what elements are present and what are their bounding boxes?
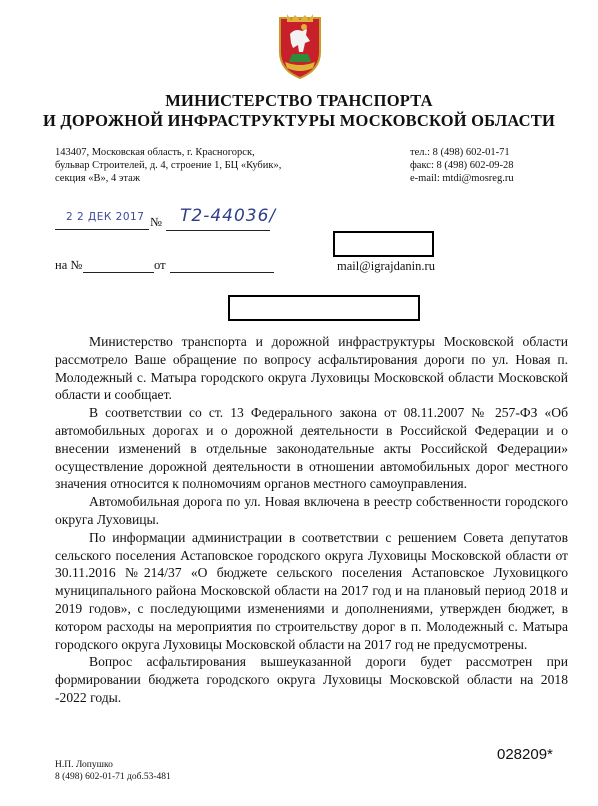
executor-info bbox=[55, 759, 171, 783]
body-paragraph: В соответствии со ст. 13 Федерального закона от 08.11.2007 № 257-ФЗ «Об автомобильных дорогах и о дорожной деятельности в Российской Федерации и о внесении изменений в отдельные законодательные акты Российской Федерации» осуществление дорожной деятельности в отношении автомобильных дорог местного значения относится к полномочиям органов местного самоуправления. bbox=[55, 405, 568, 492]
body-paragraph: По информации администрации в соответствии с решением Совета депутатов сельского поселения Астаповское городского округа Луховицы Московской области от 30.11.2016 №214/37 «О бюджете сельского поселения Астаповское Луховицкого муниципального района Московской области на 2017 год и на плановый период 2018 и 2019 годов», с последующими изменениями и дополнениями, утвержден бюджет, в котором расходы на мероприятия по строительству дорог в п. Молодежный с. Матыра городского округа Луховицы Московской области на 2017 год не предусмотрены. bbox=[55, 529, 568, 652]
executor-phone: 8 (498) 602-01-71 доб.53-481 bbox=[55, 772, 171, 782]
reference-number-underline bbox=[83, 272, 154, 273]
body-paragraph: Автомобильная дорога по ул. Новая включена в реестр собственности городского округа Луховицы. bbox=[55, 494, 568, 527]
reference-date-underline bbox=[170, 272, 274, 273]
ministry-address bbox=[55, 146, 355, 185]
number-label: № bbox=[150, 215, 162, 229]
body-paragraph: Министерство транспорта и дорожной инфраструктуры Московской области рассмотрело Ваше обращение по вопросу асфальтирования дороги по ул. Новая п. Молодежный с. Матыра городского округа Луховицы Московской области Московской области и сообщает. bbox=[55, 334, 568, 403]
ministry-contacts bbox=[410, 146, 590, 185]
document-code: 028209* bbox=[497, 746, 553, 763]
address-line: 143407, Московская область, г. Красногорск, bbox=[55, 147, 255, 158]
contact-email: e-mail: mtdi@mosreg.ru bbox=[410, 173, 514, 184]
date-stamp: 2 2 ДЕК 2017 bbox=[66, 211, 145, 223]
contact-fax: факс: 8 (498) 602-09-28 bbox=[410, 160, 514, 171]
ministry-title-line-2: И ДОРОЖНОЙ ИНФРАСТРУКТУРЫ МОСКОВСКОЙ ОБЛАСТИ bbox=[42, 111, 556, 130]
contact-phone: тел.: 8 (498) 602-01-71 bbox=[410, 147, 510, 158]
ministry-title-line-1: МИНИСТЕРСТВО ТРАНСПОРТА bbox=[165, 91, 433, 110]
executor-name: Н.П. Лопушко bbox=[55, 760, 113, 770]
redacted-recipient-address bbox=[228, 295, 420, 321]
reference-date-label: от bbox=[154, 258, 166, 272]
reference-number-label: на № bbox=[55, 258, 83, 272]
registration-number: Т2-44036/ bbox=[180, 206, 277, 226]
body-paragraph: Вопрос асфальтирования вышеуказанной дороги будет рассмотрен при формировании бюджета городского округа Луховицы Московской области на 2018 -2022 годы. bbox=[55, 654, 568, 705]
number-underline bbox=[166, 230, 270, 231]
redacted-recipient-name bbox=[333, 231, 434, 257]
address-line: секция «В», 4 этаж bbox=[55, 173, 141, 184]
recipient-email: mail@igrajdanin.ru bbox=[337, 259, 435, 273]
coat-of-arms-icon bbox=[277, 12, 323, 82]
letter-body bbox=[55, 333, 568, 707]
address-line: бульвар Строителей, д. 4, строение 1, БЦ «Кубик», bbox=[55, 160, 282, 171]
